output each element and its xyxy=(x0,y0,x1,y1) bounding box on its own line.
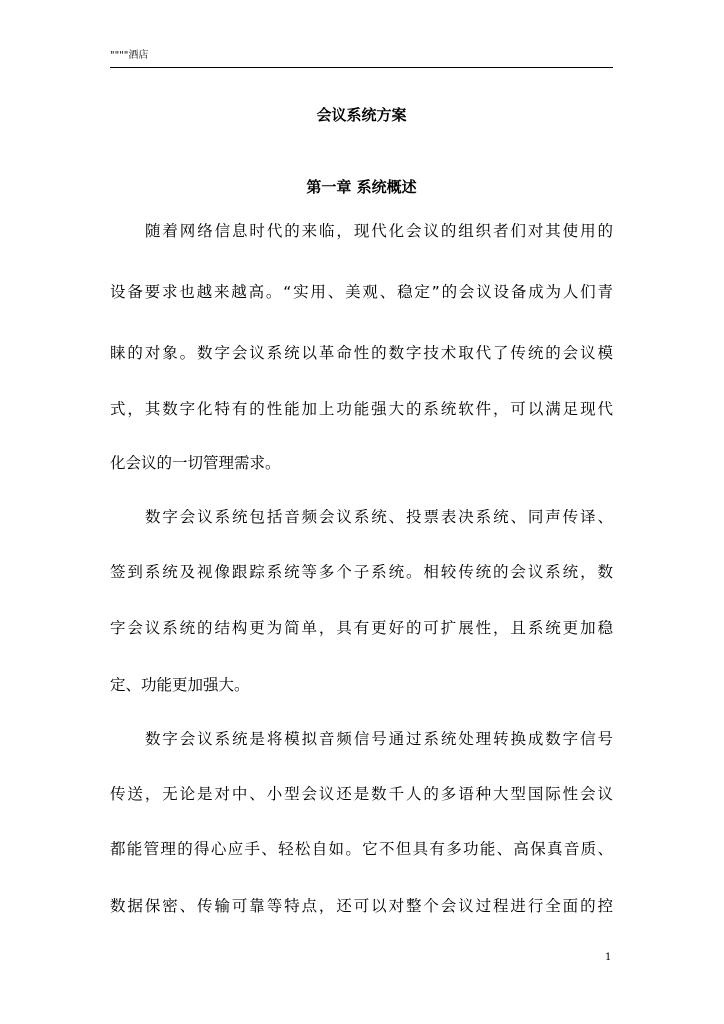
paragraph-2-line-3: 字会议系统的结构更为简单，具有更好的可扩展性，且系统更加稳 xyxy=(110,619,613,637)
paragraph-1-line-5: 化会议的一切管理需求。 xyxy=(110,454,281,472)
header-divider xyxy=(110,67,613,68)
paragraph-3-line-4: 数据保密、传输可靠等特点，还可以对整个会议过程进行全面的控 xyxy=(110,897,613,915)
paragraph-3-line-1: 数字会议系统是将模拟音频信号通过系统处理转换成数字信号 xyxy=(145,730,613,748)
paragraph-3-line-2: 传送，无论是对中、小型会议还是数千人的多语种大型国际性会议 xyxy=(110,785,613,803)
document-title: 会议系统方案 xyxy=(316,106,407,124)
header-hotel-name: """"酒店 xyxy=(110,50,149,61)
page-number: 1 xyxy=(605,952,612,963)
paragraph-1-line-3: 睐的对象。数字会议系统以革命性的数字技术取代了传统的会议模 xyxy=(110,344,613,362)
paragraph-1-line-4: 式，其数字化特有的性能加上功能强大的系统软件，可以满足现代 xyxy=(110,400,613,418)
chapter-heading: 第一章 系统概述 xyxy=(306,178,417,196)
paragraph-2-line-2: 签到系统及视像跟踪系统等多个子系统。相较传统的会议系统，数 xyxy=(110,563,613,581)
paragraph-1-line-2: 设备要求也越来越高。“实用、美观、稳定”的会议设备成为人们青 xyxy=(110,283,613,301)
paragraph-2-line-1: 数字会议系统包括音频会议系统、投票表决系统、同声传译、 xyxy=(145,508,613,526)
paragraph-1-line-1: 随着网络信息时代的来临，现代化会议的组织者们对其使用的 xyxy=(145,222,613,240)
paragraph-2-line-4: 定、功能更加强大。 xyxy=(110,676,250,694)
paragraph-3-line-3: 都能管理的得心应手、轻松自如。它不但具有多功能、高保真音质、 xyxy=(110,840,613,858)
